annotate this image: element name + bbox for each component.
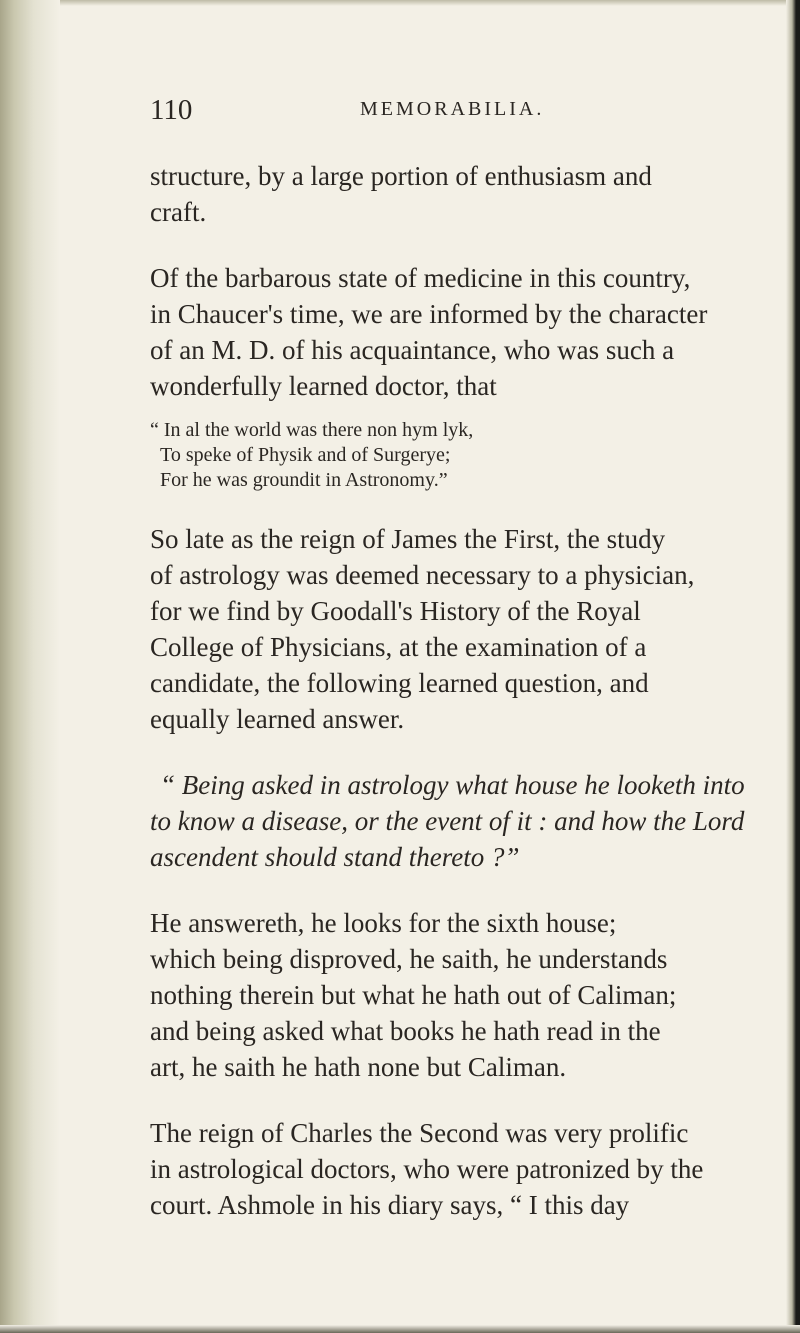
page-edge-shadow (786, 0, 800, 1333)
text-line: court. Ashmole in his diary says, “ I this day (150, 1190, 630, 1220)
text-line: The reign of Charles the Second was very prolific (150, 1118, 689, 1148)
text-line: So late as the reign of James the First, the study (150, 524, 666, 554)
paragraph-4 (150, 905, 755, 1085)
text-line: nothing therein but what he hath out of Caliman; (150, 980, 677, 1010)
text-line: craft. (150, 197, 207, 227)
text-line: equally learned answer. (150, 704, 405, 734)
page-top-shadow (0, 0, 800, 6)
text-line: College of Physicians, at the examination of a (150, 632, 647, 662)
verse-quotation (150, 418, 755, 493)
quote-line: “ Being asked in astrology what house he looketh into (160, 770, 745, 800)
paragraph-3 (150, 521, 755, 737)
quote-line: to know a disease, or the event of it : and how the Lord (150, 806, 745, 836)
examination-quote (150, 767, 755, 875)
paragraph-1 (150, 158, 755, 230)
text-line: and being asked what books he hath read in the (150, 1016, 661, 1046)
paragraph-2 (150, 260, 755, 404)
text-line: wonderfully learned doctor, that (150, 371, 497, 401)
text-line: candidate, the following learned question, and (150, 668, 649, 698)
verse-line: “ In al the world was there non hym lyk, (150, 419, 474, 441)
text-line: structure, by a large portion of enthusiasm and (150, 161, 652, 191)
text-line: art, he saith he hath none but Caliman. (150, 1052, 567, 1082)
text-line: Of the barbarous state of medicine in this country, (150, 263, 691, 293)
verse-line: For he was groundit in Astronomy.” (160, 469, 448, 491)
text-line: for we find by Goodall's History of the Royal (150, 596, 641, 626)
paragraph-5 (150, 1115, 755, 1223)
text-line: of an M. D. of his acquaintance, who was such a (150, 335, 675, 365)
book-gutter-shadow (0, 0, 60, 1333)
running-title: MEMORABILIA. (360, 98, 545, 120)
text-line: of astrology was deemed necessary to a physician, (150, 560, 695, 590)
text-line: in Chaucer's time, we are informed by the character (150, 299, 708, 329)
page-number: 110 (150, 94, 193, 126)
book-page (150, 90, 755, 1223)
quote-line: ascendent should stand thereto ?” (150, 842, 520, 872)
page-bottom-shadow (0, 1325, 800, 1333)
text-line: which being disproved, he saith, he understands (150, 944, 668, 974)
running-head (150, 90, 755, 130)
text-line: in astrological doctors, who were patronized by the (150, 1154, 704, 1184)
verse-line: To speke of Physik and of Surgerye; (160, 444, 451, 466)
text-line: He answereth, he looks for the sixth house; (150, 908, 617, 938)
